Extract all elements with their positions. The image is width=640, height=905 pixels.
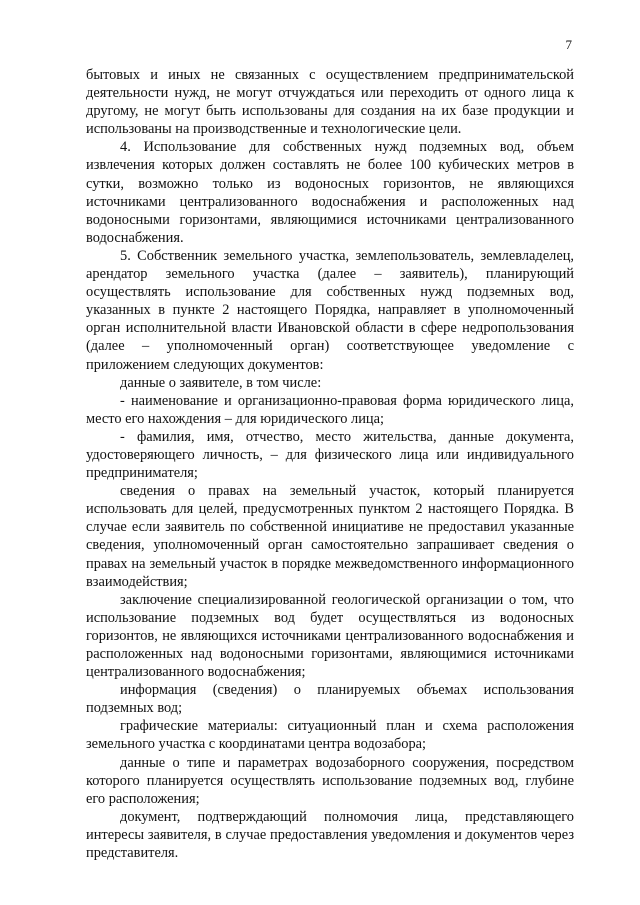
paragraph-authority-document: документ, подтверждающий полномочия лица, представляющего интересы заявителя, в случае предоставления уведомления и документов через представителя. — [86, 808, 574, 862]
paragraph-graphic-materials: графические материалы: ситуационный план и схема расположения земельного участка с координатами центра водозабора; — [86, 718, 574, 753]
page-number: 7 — [565, 37, 572, 52]
paragraph-clause-5: 5. Собственник земельного участка, землепользователь, землевладелец, арендатор земельного участка (далее – заявитель), планирующий осуществлять использование для собственных нужд подземных вод, указанных в пункте 2 настоящего Порядка, направляет в уполномоченный орган исполнительной власти Ивановской области в сфере недропользования (далее – уполномоченный орган) соответствующее уведомление с приложением следующих документов: — [86, 247, 574, 373]
paragraph-applicant-data: данные о заявителе, в том числе: — [120, 374, 322, 391]
document-body — [86, 66, 574, 862]
paragraph-geological-conclusion: заключение специализированной геологической организации о том, что использование подземных вод будет осуществляться из водоносных горизонтов, не являющихся источниками централизованного водоснабжения и расположенных над водоносными горизонтами, являющимися источниками централизованного водоснабжения; — [86, 591, 574, 681]
paragraph-water-intake-data: данные о типе и параметрах водозаборного сооружения, посредством которого планируется осуществлять использование подземных вод, глубине его расположения; — [86, 754, 574, 807]
paragraph-clause-4: 4. Использование для собственных нужд подземных вод, объем извлечения которых должен составлять не более 100 кубических метров в сутки, возможно только из водоносных горизонтов, не являющихся источниками централизованного водоснабжения и расположенных над водоносными горизонтами, являющимися источниками централизованного водоснабжения. — [86, 139, 574, 246]
paragraph-planned-volumes: информация (сведения) о планируемых объемах использования подземных вод; — [86, 682, 574, 717]
paragraph-individual: - фамилия, имя, отчество, место жительства, данные документа, удостоверяющего личность, – для физического лица или индивидуального предпринимателя; — [86, 428, 574, 482]
paragraph-continuation: бытовых и иных не связанных с осуществлением предпринимательской деятельности нужд, не могут отчуждаться или переходить от одного лица к другому, не могут быть использованы для создания на их базе продукции и использованы на производственные и технологические цели. — [86, 67, 574, 138]
paragraph-land-rights: сведения о правах на земельный участок, который планируется использовать для целей, предусмотренных пунктом 2 настоящего Порядка. В случае если заявитель по собственной инициативе не предоставил указанные сведения, уполномоченный орган самостоятельно запрашивает сведения о правах на земельный участок в порядке межведомственного информационного взаимодействия; — [86, 483, 574, 590]
paragraph-legal-entity: - наименование и организационно-правовая форма юридического лица, место его нахождения – для юридического лица; — [86, 392, 574, 427]
